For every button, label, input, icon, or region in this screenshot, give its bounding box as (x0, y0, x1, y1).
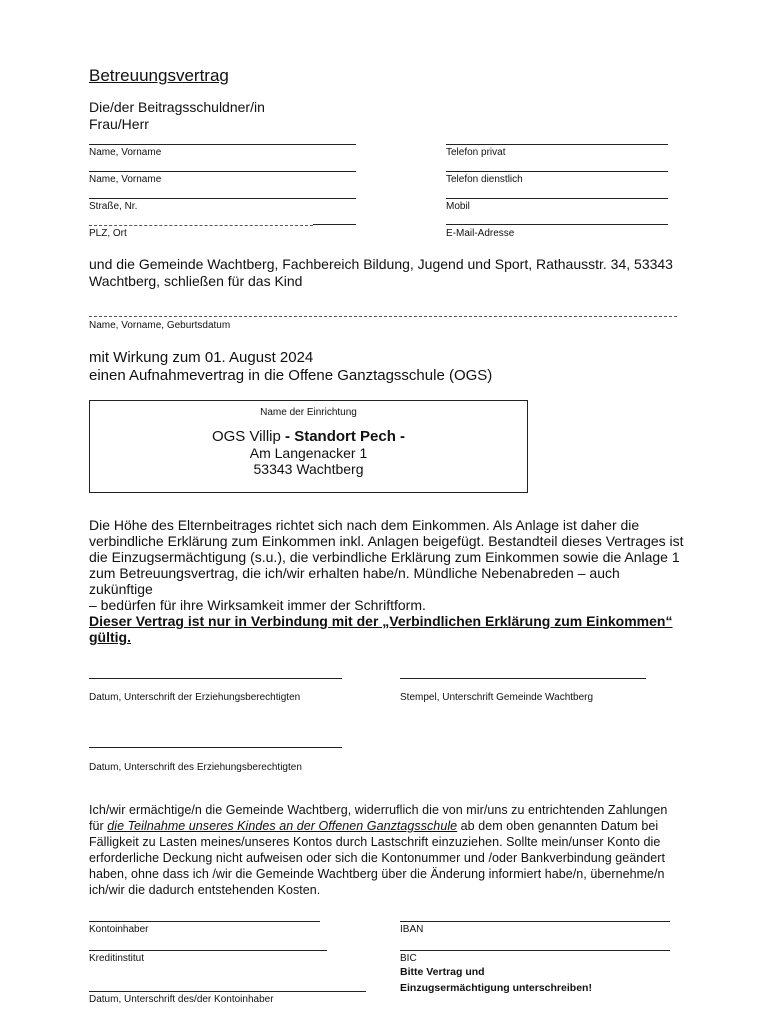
effective-date: mit Wirkung zum 01. August 2024 (89, 349, 314, 366)
sepa-line: Fälligkeit zu Lasten meines/unseres Kontos durch Lastschrift einzuziehen. Sollte mein/unser Konto die (89, 835, 661, 849)
field-line-bic[interactable] (400, 950, 670, 951)
field-line-city-tail (313, 224, 356, 225)
contract-validity-note: Dieser Vertrag ist nur in Verbindung mit der „Verbindlichen Erklärung zum Einkommen“ (89, 613, 673, 629)
signature-line-gemeinde[interactable] (400, 678, 646, 679)
field-label-email: E-Mail-Adresse (446, 228, 515, 239)
sepa-line2-pre: für (89, 819, 108, 833)
field-line-email[interactable] (446, 224, 668, 225)
signature-line-parent2[interactable] (89, 747, 342, 748)
reminder-note (400, 964, 592, 996)
signature-line-account-holder[interactable] (89, 991, 366, 992)
contract-line: Die Höhe des Elternbeitrages richtet sich nach dem Einkommen. Als Anlage ist daher die (89, 517, 640, 533)
signature-label-parent1: Datum, Unterschrift der Erziehungsberechtigten (89, 692, 301, 703)
gemeinde-text-line2: Wachtberg, schließen für das Kind (89, 273, 303, 289)
reminder-line2: Einzugsermächtigung unterschreiben! (400, 982, 592, 994)
gemeinde-text-line1: und die Gemeinde Wachtberg, Fachbereich Bildung, Jugend und Sport, Rathausstr. 34, 53343 (89, 256, 673, 272)
sepa-line: haben, ohne dass ich /wir die Gemeinde Wachtberg über die Änderung informiert habe/n, übernehme/n (89, 867, 665, 881)
field-line-iban[interactable] (400, 921, 670, 922)
institution-name-plain: OGS Villip (211, 428, 286, 445)
contract-line: – bedürfen für ihre Wirksamkeit immer der Schriftform. (89, 597, 426, 613)
reminder-line1: Bitte Vertrag und (400, 966, 485, 978)
institution-name (90, 428, 527, 445)
sepa-line: erforderliche Deckung nicht aufweisen oder sich die Kontonummer und /oder Bankverbindung geändert (89, 851, 666, 865)
field-label-bic: BIC (400, 953, 417, 964)
field-line-mobile[interactable] (446, 198, 668, 199)
field-label-child: Name, Vorname, Geburtsdatum (89, 320, 231, 331)
contract-line: verbindliche Erklärung zum Einkommen inkl. Anlagen beigefügt. Bestandteil dieses Vertrages ist (89, 533, 684, 549)
field-line-bank-institute[interactable] (89, 950, 327, 951)
field-line-name2[interactable] (89, 171, 356, 172)
sepa-line: Ich/wir ermächtige/n die Gemeinde Wachtberg, widerruflich die von mir/uns zu entrichtenden Zahlungen (89, 803, 668, 817)
institution-city: 53343 Wachtberg (253, 461, 364, 477)
field-label-name2: Name, Vorname (89, 174, 162, 185)
field-line-account-holder[interactable] (89, 921, 320, 922)
field-line-city[interactable] (89, 225, 313, 226)
field-label-phone-work: Telefon dienstlich (446, 174, 523, 185)
field-label-city: PLZ, Ort (89, 228, 127, 239)
sepa-line2-post: ab dem oben genannten Datum bei (457, 819, 659, 833)
field-label-name1: Name, Vorname (89, 147, 162, 158)
sepa-purpose: die Teilnahme unseres Kindes an der Offenen Ganztagsschule (107, 819, 458, 833)
field-label-bank-institute: Kreditinstitut (89, 953, 145, 964)
field-label-street: Straße, Nr. (89, 201, 138, 212)
signature-label-parent2: Datum, Unterschrift des Erziehungsberechtigten (89, 762, 302, 773)
intro-debtor: Die/der Beitragsschuldner/in (89, 99, 265, 115)
institution-label: Name der Einrichtung (260, 407, 357, 418)
field-line-street[interactable] (89, 198, 356, 199)
field-line-phone-work[interactable] (446, 171, 668, 172)
sepa-paragraph (89, 802, 685, 898)
field-label-mobile: Mobil (446, 201, 470, 212)
field-line-name1[interactable] (89, 144, 356, 145)
contract-line: die Einzugsermächtigung (s.u.), die verbindliche Erklärung zum Einkommen sowie die Anlage 1 (89, 549, 680, 565)
signature-line-parent1[interactable] (89, 678, 342, 679)
field-label-phone-private: Telefon privat (446, 147, 506, 158)
sepa-line: ich/wir die dadurch entstehenden Kosten. (89, 883, 321, 897)
document-title: Betreuungsvertrag (89, 66, 229, 85)
contract-paragraph (89, 517, 685, 645)
institution-street: Am Langenacker 1 (249, 445, 368, 461)
intro-salutation: Frau/Herr (89, 116, 149, 132)
contract-type: einen Aufnahmevertrag in die Offene Ganztagsschule (OGS) (89, 367, 493, 384)
field-label-iban: IBAN (400, 924, 424, 935)
field-line-phone-private[interactable] (446, 144, 668, 145)
institution-name-bold: - Standort Pech - (285, 428, 406, 445)
institution-box (89, 400, 528, 493)
signature-label-account-holder: Datum, Unterschrift des/der Kontoinhaber (89, 994, 274, 1005)
contract-validity-note-end: gültig. (89, 629, 131, 645)
contract-line: zum Betreuungsvertrag, die ich/wir erhalten habe/n. Mündliche Nebenabreden – auch zukünftige (89, 565, 620, 597)
signature-label-gemeinde: Stempel, Unterschrift Gemeinde Wachtberg (400, 692, 594, 703)
field-label-account-holder: Kontoinhaber (89, 924, 149, 935)
sepa-line (89, 818, 685, 834)
field-line-child[interactable] (89, 316, 677, 317)
